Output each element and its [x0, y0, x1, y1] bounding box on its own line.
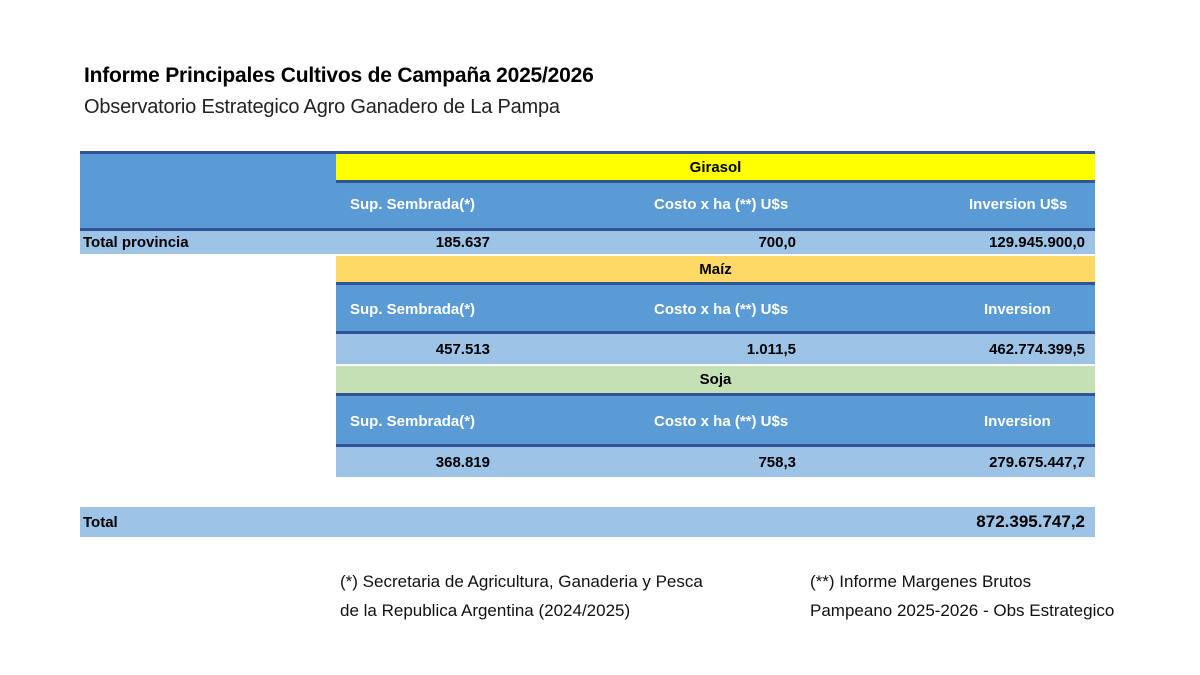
header-left-cell [80, 154, 336, 228]
footnote-right [810, 567, 1114, 625]
maiz-header-sup: Sup. Sembrada(*) [350, 301, 476, 318]
girasol-value-row [80, 231, 1095, 254]
maiz-value-inversion: 462.774.399,5 [989, 341, 1085, 358]
soja-header-costo: Costo x ha (**) U$s [654, 413, 789, 430]
total-value: 872.395.747,2 [976, 512, 1085, 531]
footnote-right-line1: (**) Informe Margenes Brutos [810, 572, 1032, 591]
footnote-left-line2: de la Republica Argentina (2024/2025) [340, 601, 631, 620]
girasol-value-inversion: 129.945.900,0 [989, 234, 1085, 251]
girasol-header-inversion: Inversion U$s [969, 196, 1068, 213]
total-label: Total [83, 514, 118, 531]
footnote-right-line2: Pampeano 2025-2026 - Obs Estrategico [810, 601, 1115, 620]
soja-value-costo: 758,3 [758, 454, 796, 471]
page-subtitle: Observatorio Estrategico Agro Ganadero de La Pampa [84, 96, 560, 118]
total-row [80, 507, 1095, 537]
page-title: Informe Principales Cultivos de Campaña 2025/2026 [84, 64, 594, 87]
footnote-left-line1: (*) Secretaria de Agricultura, Ganaderia y Pesca [340, 572, 703, 591]
crop-label-soja: Soja [699, 371, 732, 388]
row-label-total-provincia: Total provincia [83, 234, 189, 251]
crop-label-maiz: Maíz [699, 261, 732, 278]
maiz-header-inversion: Inversion [984, 301, 1051, 318]
soja-value-sup: 368.819 [435, 454, 490, 471]
footnote-left [340, 567, 703, 625]
soja-header-inversion: Inversion [984, 413, 1051, 430]
girasol-header-costo: Costo x ha (**) U$s [654, 196, 789, 213]
girasol-value-sup: 185.637 [435, 234, 490, 251]
soja-header-sup: Sup. Sembrada(*) [350, 413, 476, 430]
girasol-value-costo: 700,0 [758, 234, 796, 251]
soja-value-inversion: 279.675.447,7 [989, 454, 1085, 471]
maiz-value-costo: 1.011,5 [746, 341, 796, 358]
crop-label-girasol: Girasol [689, 159, 742, 176]
girasol-header-sup: Sup. Sembrada(*) [350, 196, 476, 213]
maiz-header-costo: Costo x ha (**) U$s [654, 301, 789, 318]
maiz-value-sup: 457.513 [435, 341, 490, 358]
